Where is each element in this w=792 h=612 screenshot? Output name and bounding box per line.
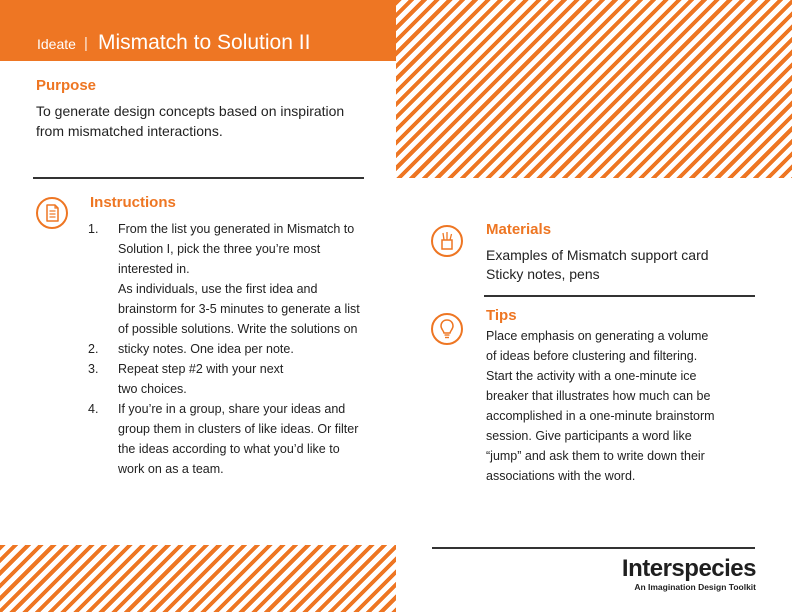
instructions-steps	[88, 219, 363, 479]
decorative-stripes-top	[396, 0, 792, 178]
lightbulb-icon	[431, 313, 463, 345]
brand-tagline: An Imagination Design Toolkit	[634, 582, 756, 592]
step-number: 1.	[88, 222, 99, 236]
step-number: 2.	[88, 342, 99, 356]
tips-list	[486, 326, 721, 486]
step-item	[88, 399, 363, 479]
divider-footer	[432, 547, 755, 549]
header-separator: |	[84, 35, 88, 52]
step-item	[88, 219, 363, 279]
step-text: As individuals, use the first idea and brainstorm for 3-5 minutes to generate a list of possible solutions. Write the solutions on sticky notes. One idea per note.	[118, 282, 360, 356]
instructions-heading: Instructions	[90, 194, 176, 211]
step-number: 4.	[88, 402, 99, 416]
card-title: Mismatch to Solution II	[98, 31, 311, 54]
materials-item: Sticky notes, pens	[486, 266, 600, 282]
header-bar	[0, 0, 396, 61]
purpose-heading: Purpose	[36, 77, 97, 94]
step-number: 3.	[88, 362, 99, 376]
decorative-stripes-bottom	[0, 545, 396, 612]
document-icon	[36, 197, 68, 229]
materials-item: Examples of Mismatch support card	[486, 247, 709, 263]
divider-materials	[484, 295, 755, 297]
tips-item: Start the activity with a one-minute ice breaker that illustrates how much can be accomplished in a one-minute brainstorm session. Give participants a word like “jump” and ask them to write down their associations with the word.	[486, 369, 715, 483]
brand-name: Interspecies	[621, 555, 756, 582]
tips-heading: Tips	[486, 307, 517, 324]
divider-purpose	[33, 177, 364, 179]
purpose-text: To generate design concepts based on inspiration from mismatched interactions.	[36, 103, 345, 139]
card-category: Ideate	[37, 36, 76, 52]
materials-list	[486, 246, 756, 284]
materials-heading: Materials	[486, 221, 552, 238]
step-text: If you’re in a group, share your ideas and group them in clusters of like ideas. Or filter the ideas according to what you’d like to work on as a team.	[118, 402, 359, 476]
step-item	[88, 359, 363, 399]
step-text: Repeat step #2 with your next two choices.	[118, 362, 284, 396]
pencil-cup-icon	[431, 225, 463, 257]
step-item	[88, 279, 363, 359]
brand-logo	[622, 556, 756, 592]
step-text: From the list you generated in Mismatch to Solution I, pick the three you’re most interested in.	[118, 222, 355, 276]
tips-item: Place emphasis on generating a volume of ideas before clustering and filtering.	[486, 329, 709, 363]
